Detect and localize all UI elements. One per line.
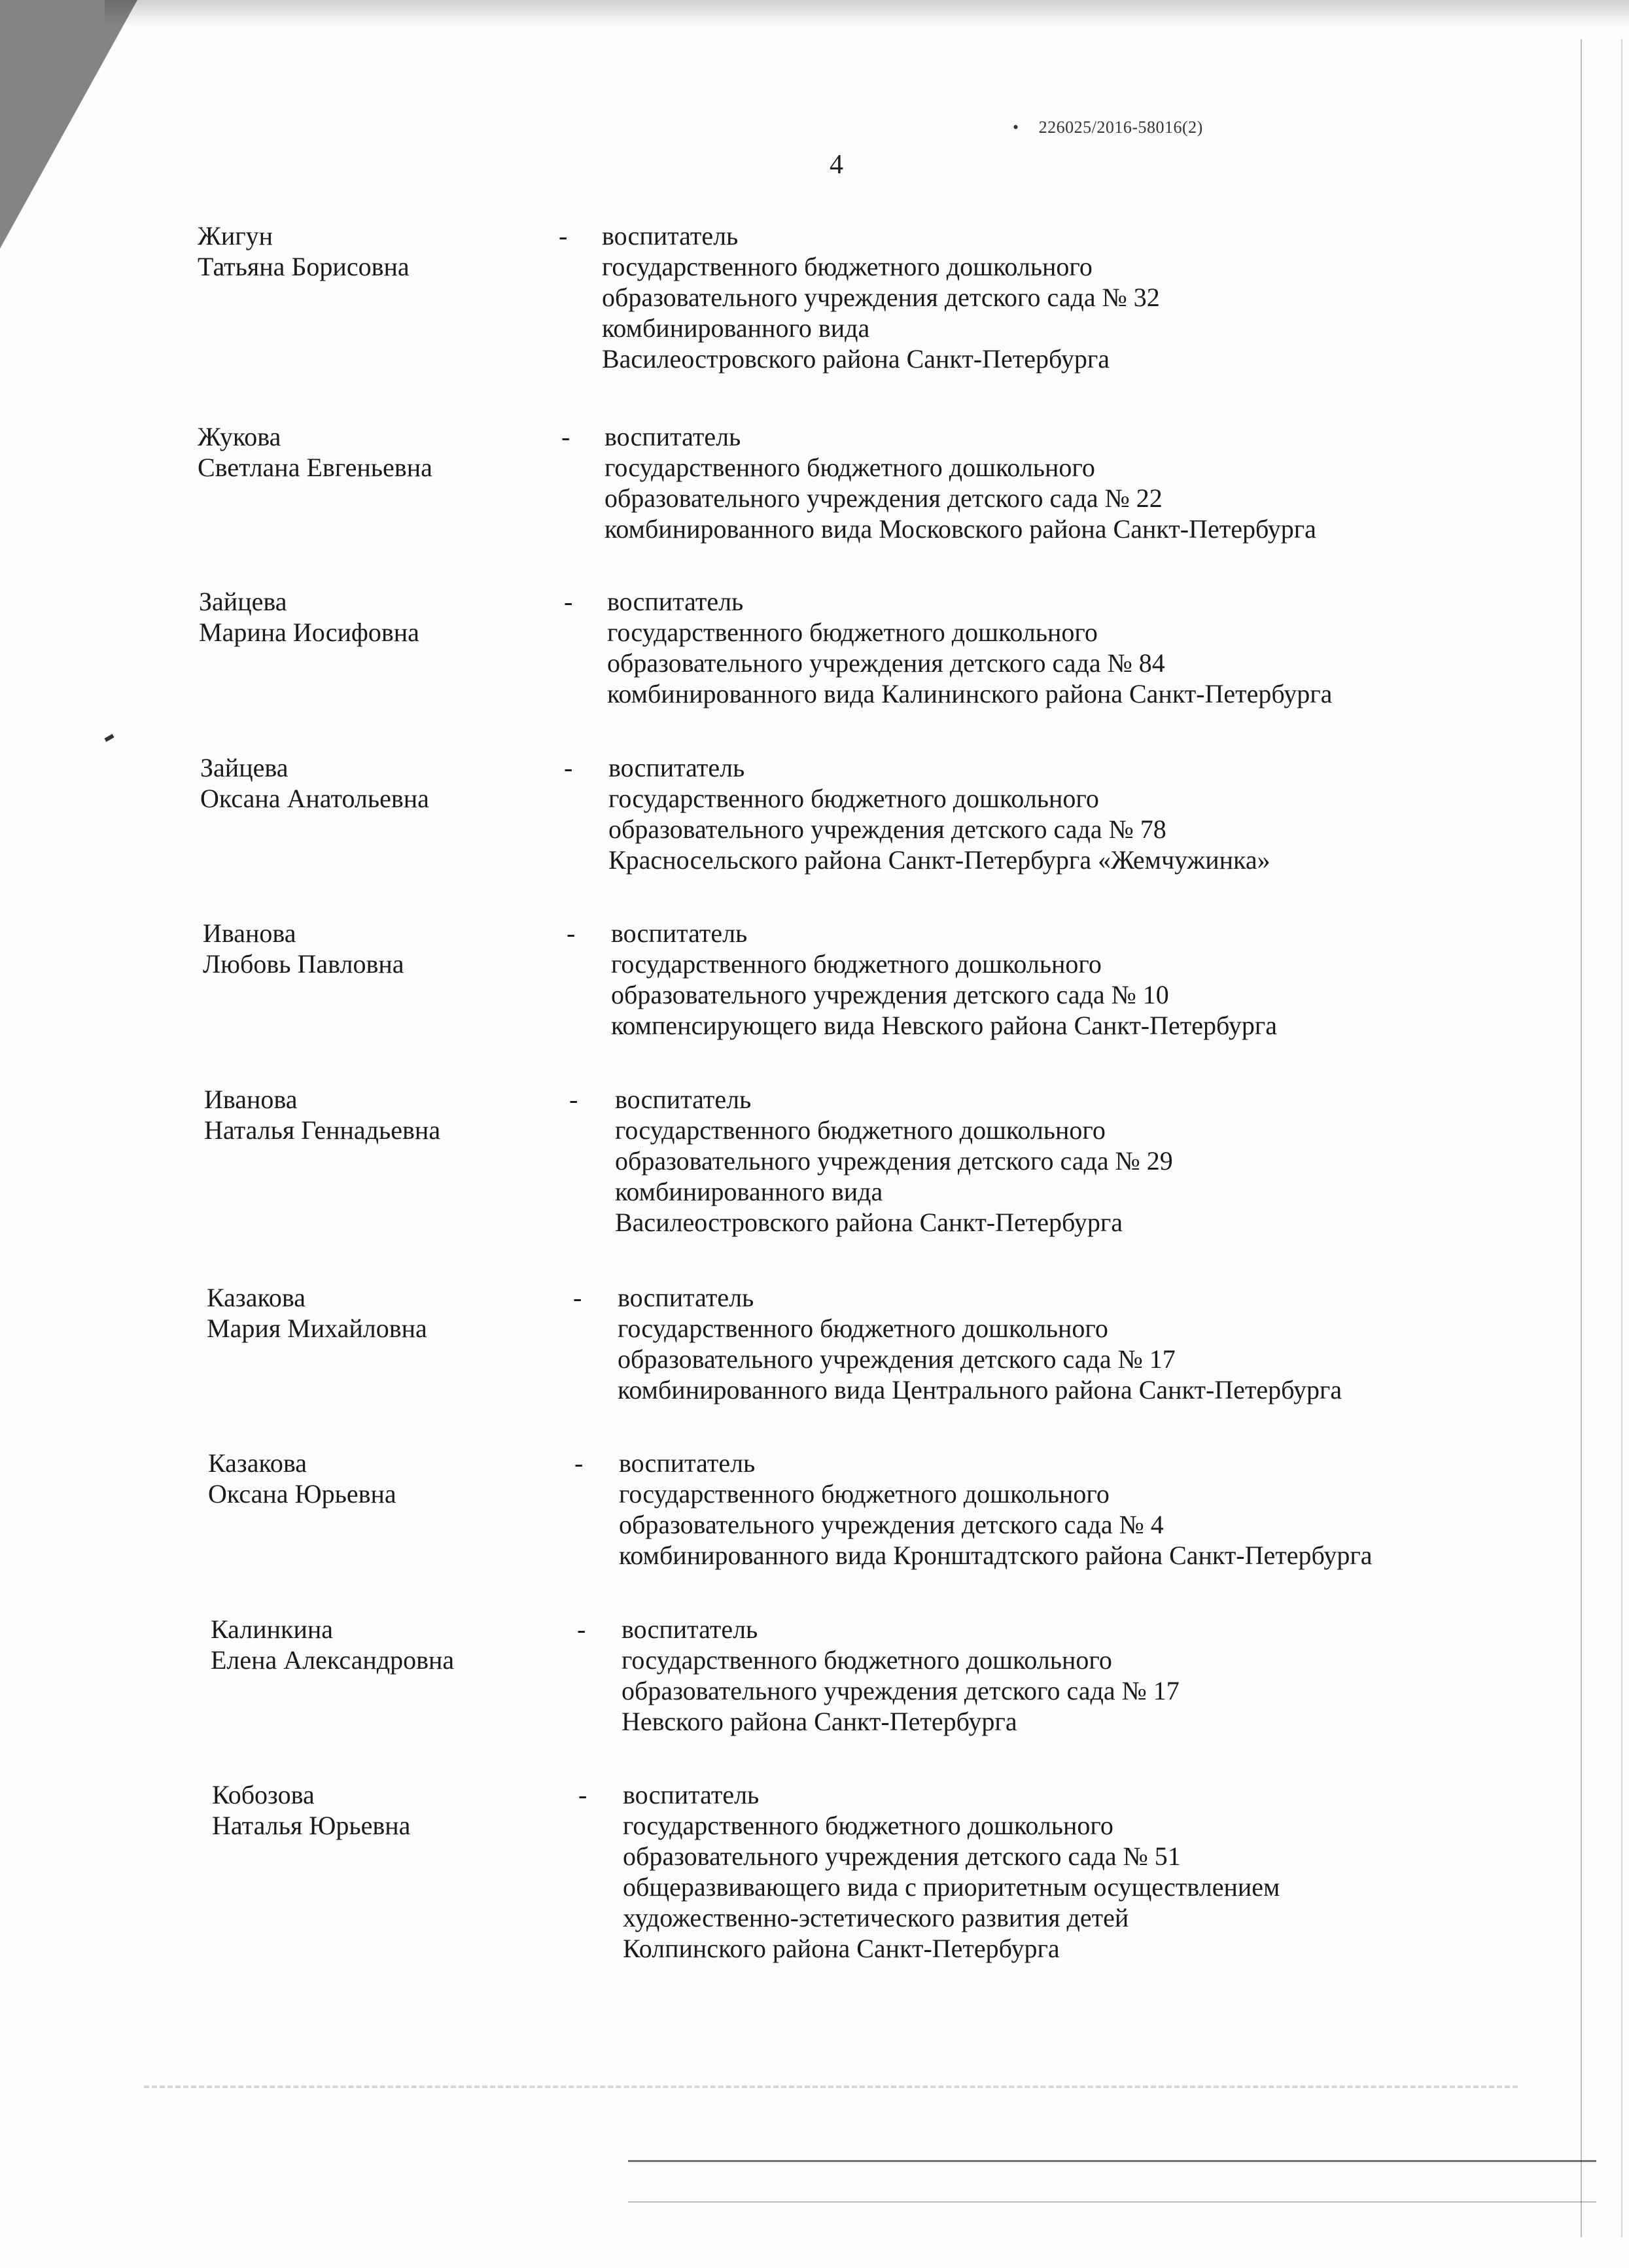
- separator-dash: -: [561, 422, 570, 451]
- position-line: воспитатель: [607, 587, 744, 616]
- doc-id-bullet: •: [1013, 118, 1019, 137]
- person-surname: Кобозова: [212, 1780, 315, 1809]
- position-line: государственного бюджетного дошкольного: [622, 1645, 1112, 1675]
- position-line: государственного бюджетного дошкольного: [611, 949, 1102, 979]
- position-line: образовательного учреждения детского сада № 17: [622, 1676, 1180, 1705]
- position-line: Невского района Санкт-Петербурга: [622, 1707, 1017, 1736]
- person-name: [199, 586, 565, 648]
- separator-dash: -: [564, 587, 573, 616]
- person-given-names: Оксана Анатольевна: [200, 784, 429, 813]
- person-surname: Жигун: [198, 221, 273, 251]
- person-name: [211, 1614, 577, 1675]
- position-line: образовательного учреждения детского сада № 32: [602, 283, 1160, 312]
- position-line: образовательного учреждения детского сада № 84: [607, 648, 1165, 678]
- person-name: [204, 1084, 570, 1145]
- person-surname: Казакова: [207, 1283, 306, 1312]
- person-name: [203, 918, 569, 979]
- person-position: [623, 1779, 1629, 1964]
- separator-dash: -: [577, 1614, 586, 1644]
- separator-dash: -: [564, 753, 573, 782]
- position-line: государственного бюджетного дошкольного: [615, 1115, 1106, 1145]
- person-given-names: Оксана Юрьевна: [208, 1479, 396, 1509]
- person-position: [622, 1614, 1629, 1737]
- person-name: [200, 752, 567, 814]
- separator-dash: -: [574, 1448, 584, 1478]
- position-line: комбинированного вида: [602, 313, 870, 343]
- position-line: образовательного учреждения детского сада № 10: [611, 980, 1169, 1009]
- position-line: комбинированного вида Кронштадтского района Санкт-Петербурга: [619, 1541, 1373, 1570]
- document-id-stamp: [1013, 118, 1203, 137]
- position-line: государственного бюджетного дошкольного: [608, 784, 1099, 813]
- position-line: образовательного учреждения детского сада № 4: [619, 1510, 1164, 1539]
- person-name: [212, 1779, 578, 1841]
- person-given-names: Елена Александровна: [211, 1645, 455, 1675]
- position-line: воспитатель: [602, 221, 739, 251]
- person-position: [607, 586, 1628, 709]
- position-line: образовательного учреждения детского сада № 17: [618, 1344, 1176, 1374]
- position-line: комбинированного вида: [615, 1177, 883, 1206]
- person-given-names: Наталья Геннадьевна: [204, 1115, 441, 1145]
- bottom-page-edges: [628, 2160, 1596, 2203]
- person-surname: Казакова: [208, 1448, 307, 1478]
- position-line: комбинированного вида Центрального района Санкт-Петербурга: [618, 1375, 1342, 1404]
- person-given-names: Татьяна Борисовна: [198, 252, 410, 281]
- position-line: общеразвивающего вида с приоритетным осуществлением: [623, 1872, 1280, 1902]
- folded-corner-shadow: [0, 0, 137, 249]
- position-line: государственного бюджетного дошкольного: [607, 618, 1098, 647]
- person-name: [207, 1282, 573, 1344]
- bottom-dashed-artifact: [144, 2085, 1518, 2088]
- person-surname: Иванова: [204, 1085, 298, 1114]
- position-line: воспитатель: [604, 422, 741, 451]
- position-line: воспитатель: [623, 1780, 760, 1809]
- person-given-names: Марина Иосифовна: [199, 618, 419, 647]
- person-position: [615, 1084, 1629, 1238]
- position-line: комбинированного вида Московского района Санкт-Петербурга: [604, 514, 1316, 544]
- position-line: государственного бюджетного дошкольного: [604, 453, 1095, 482]
- person-surname: Жукова: [198, 422, 281, 451]
- separator-dash: -: [569, 1085, 578, 1114]
- person-given-names: Любовь Павловна: [203, 949, 404, 979]
- position-line: компенсирующего вида Невского района Санкт-Петербурга: [611, 1011, 1277, 1040]
- person-name: [198, 220, 564, 282]
- person-surname: Зайцева: [199, 587, 287, 616]
- position-line: Василеостровского района Санкт-Петербурга: [615, 1208, 1123, 1237]
- stray-ink-mark: [104, 734, 114, 742]
- position-line: образовательного учреждения детского сада № 22: [604, 483, 1163, 513]
- position-line: воспитатель: [618, 1283, 754, 1312]
- doc-id-text: 226025/2016-58016(2): [1038, 118, 1203, 137]
- position-line: образовательного учреждения детского сада № 51: [623, 1841, 1181, 1871]
- separator-dash: -: [559, 221, 568, 251]
- position-line: Колпинского района Санкт-Петербурга: [623, 1934, 1060, 1963]
- position-line: воспитатель: [608, 753, 745, 782]
- position-line: государственного бюджетного дошкольного: [618, 1314, 1108, 1343]
- position-line: воспитатель: [622, 1614, 758, 1644]
- position-line: воспитатель: [611, 918, 748, 948]
- separator-dash: -: [573, 1283, 582, 1312]
- position-line: государственного бюджетного дошкольного: [619, 1479, 1110, 1509]
- top-edge-shadow: [105, 0, 1629, 26]
- person-position: [608, 752, 1629, 875]
- person-position: [611, 918, 1629, 1041]
- position-line: образовательного учреждения детского сада № 78: [608, 814, 1166, 844]
- position-line: образовательного учреждения детского сада № 29: [615, 1146, 1173, 1176]
- person-given-names: Светлана Евгеньевна: [198, 453, 432, 482]
- person-surname: Калинкина: [211, 1614, 334, 1644]
- position-line: Красносельского района Санкт-Петербурга «Жемчужинка»: [608, 845, 1270, 875]
- person-position: [619, 1448, 1629, 1571]
- separator-dash: -: [567, 918, 576, 948]
- separator-dash: -: [578, 1780, 587, 1809]
- position-line: Василеостровского района Санкт-Петербурга: [602, 344, 1110, 374]
- position-line: комбинированного вида Калининского района Санкт-Петербурга: [607, 679, 1333, 708]
- position-line: государственного бюджетного дошкольного: [623, 1811, 1113, 1840]
- person-given-names: Наталья Юрьевна: [212, 1811, 411, 1840]
- position-line: государственного бюджетного дошкольного: [602, 252, 1093, 281]
- person-name: [208, 1448, 574, 1509]
- person-surname: Иванова: [203, 918, 296, 948]
- person-position: [604, 421, 1625, 544]
- person-position: [618, 1282, 1629, 1405]
- position-line: художественно-эстетического развития детей: [623, 1903, 1129, 1932]
- person-given-names: Мария Михайловна: [207, 1314, 427, 1343]
- person-position: [602, 220, 1622, 374]
- position-line: воспитатель: [619, 1448, 756, 1478]
- page-number: 4: [830, 150, 843, 180]
- position-line: воспитатель: [615, 1085, 752, 1114]
- person-name: [198, 421, 564, 483]
- person-surname: Зайцева: [200, 753, 289, 782]
